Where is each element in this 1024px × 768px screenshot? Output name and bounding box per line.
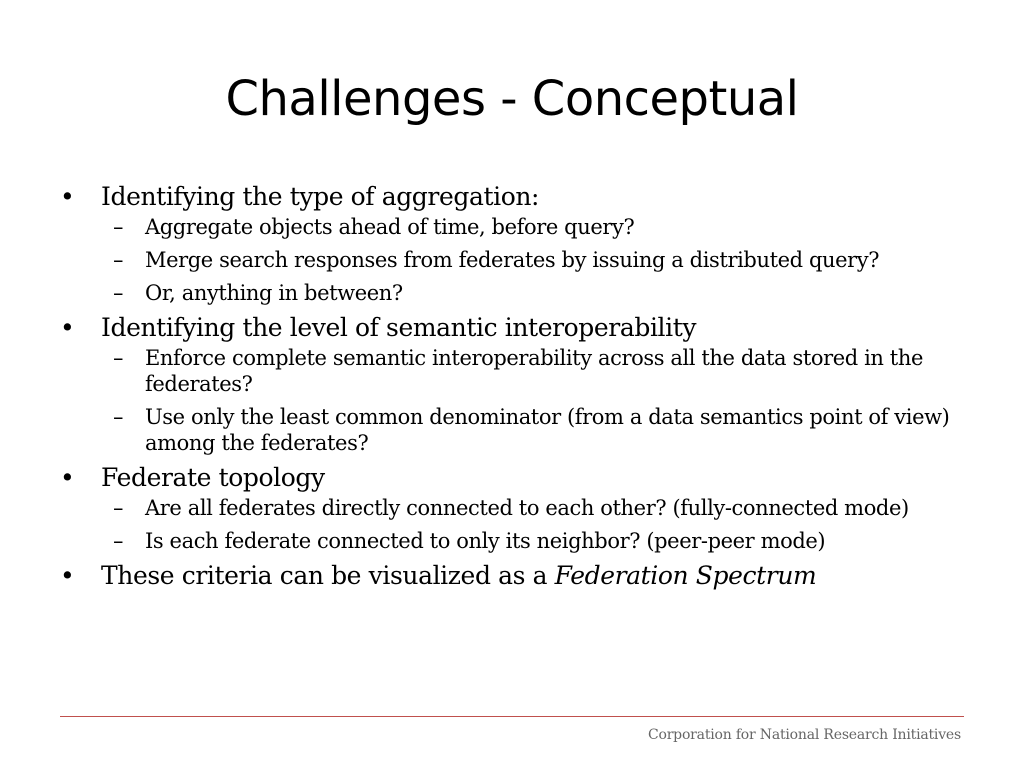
bullet-semantic-interoperability (60, 313, 980, 343)
sub-bullet (60, 404, 980, 456)
bullet-text: Federate topology (101, 463, 325, 492)
bullet-text: Identifying the level of semantic interoperability (101, 313, 697, 342)
sub-bullet-text: Merge search responses from federates by issuing a distributed query? (145, 248, 880, 272)
sub-bullet-marker: – (113, 529, 124, 553)
sub-bullet-text: Aggregate objects ahead of time, before query? (145, 215, 635, 239)
sub-bullet (60, 247, 980, 273)
bullet-marker: • (60, 463, 75, 492)
sub-bullet-text: Or, anything in between? (145, 281, 403, 305)
bullet-marker: • (60, 182, 75, 211)
sub-bullet (60, 214, 980, 240)
sub-bullet-text: Are all federates directly connected to each other? (fully-connected mode) (145, 496, 909, 520)
bullet-text: These criteria can be visualized as a (101, 561, 555, 590)
sub-bullet (60, 345, 980, 397)
footer-divider (60, 716, 964, 717)
sub-bullet-text: Is each federate connected to only its neighbor? (peer-peer mode) (145, 529, 826, 553)
bullet-marker: • (60, 561, 75, 590)
sub-bullet-marker: – (113, 346, 124, 370)
footer-organization: Corporation for National Research Initiatives (647, 727, 961, 743)
bullet-federation-spectrum (60, 561, 980, 591)
sub-bullet-marker: – (113, 405, 124, 429)
bullet-federate-topology (60, 463, 980, 493)
slide-content (60, 178, 980, 593)
bullet-marker: • (60, 313, 75, 342)
sub-bullet-marker: – (113, 281, 124, 305)
bullet-text: Identifying the type of aggregation: (101, 182, 540, 211)
slide-title: Challenges - Conceptual (225, 71, 799, 127)
sub-bullet (60, 528, 980, 554)
emphasis-text: Federation Spectrum (554, 561, 817, 590)
sub-bullet (60, 280, 980, 306)
bullet-aggregation (60, 182, 980, 212)
sub-bullet-marker: – (113, 215, 124, 239)
sub-bullet (60, 495, 980, 521)
sub-bullet-marker: – (113, 496, 124, 520)
sub-bullet-text: Enforce complete semantic interoperability across all the data stored in the federates? (145, 346, 923, 396)
sub-bullet-text: Use only the least common denominator (from a data semantics point of view) among the federates? (145, 405, 950, 455)
sub-bullet-marker: – (113, 248, 124, 272)
